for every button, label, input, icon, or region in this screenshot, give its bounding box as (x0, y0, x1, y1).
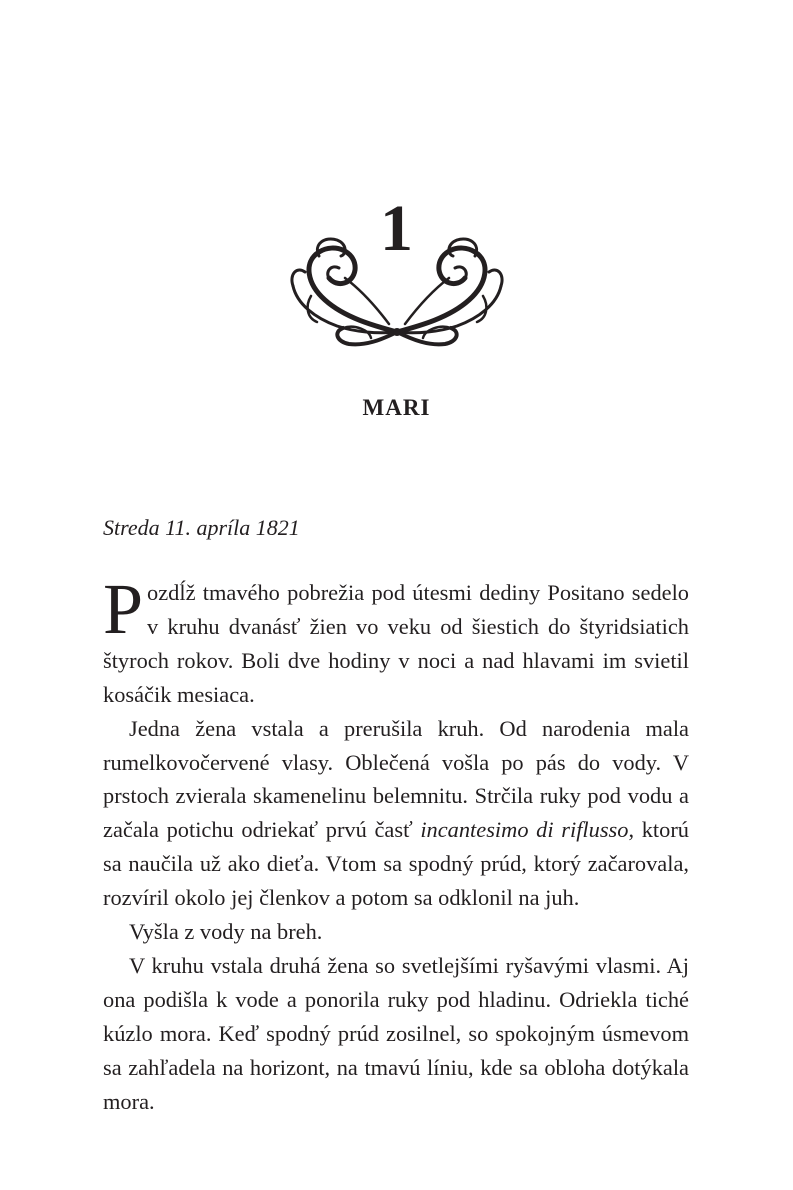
paragraph-4: V kruhu vstala druhá žena so svetlejšími ryšavými vlasmi. Aj ona podišla k vode a ponorila ruky pod hladinu. Odriekla tiché kúzlo mora. Keď spodný prúd zosilnel, so spokojným úsmevom sa zahľadela na horizont, na tmavú líniu, kde sa obloha dotýkala mora. (103, 952, 689, 1114)
chapter-number: 1 (380, 192, 413, 265)
flourish-ornament-icon (285, 234, 509, 352)
italic-phrase: incantesimo di riflusso (420, 817, 629, 843)
paragraph-2-text-end: , ktorú sa naučila už ako dieťa. Vtom sa spodný prúd, ktorý začarovala, rozvíril okolo jej členkov a potom sa odklonil na juh. (103, 817, 689, 911)
paragraph-1 (103, 569, 689, 712)
drop-cap: P (103, 569, 144, 649)
chapter-title: MARI (362, 395, 431, 420)
paragraph-3: Vyšla z vody na breh. (129, 919, 323, 945)
paragraph-1-text: ozdĺž tmavého pobrežia pod útesmi dediny Positano sedelo v kruhu dvanásť žien vo veku od šiestich do štyridsiatich štyroch rokov. Boli dve hodiny v noci a nad hlavami im svietil kosáčik mesiaca. (103, 580, 689, 707)
paragraph-2-text-start: Jedna žena vstala a prerušila kruh. Od narodenia mala rumelkovočervené vlasy. Oblečená vošla po pás do vody. V prstoch zvierala skamenelinu belemnitu. Strčila ruky pod vodu a začala potichu odriekať prvú časť (103, 715, 689, 843)
chapter-body (103, 569, 689, 1119)
date-line: Streda 11. apríla 1821 (103, 515, 300, 540)
paragraph-2 (103, 712, 689, 915)
